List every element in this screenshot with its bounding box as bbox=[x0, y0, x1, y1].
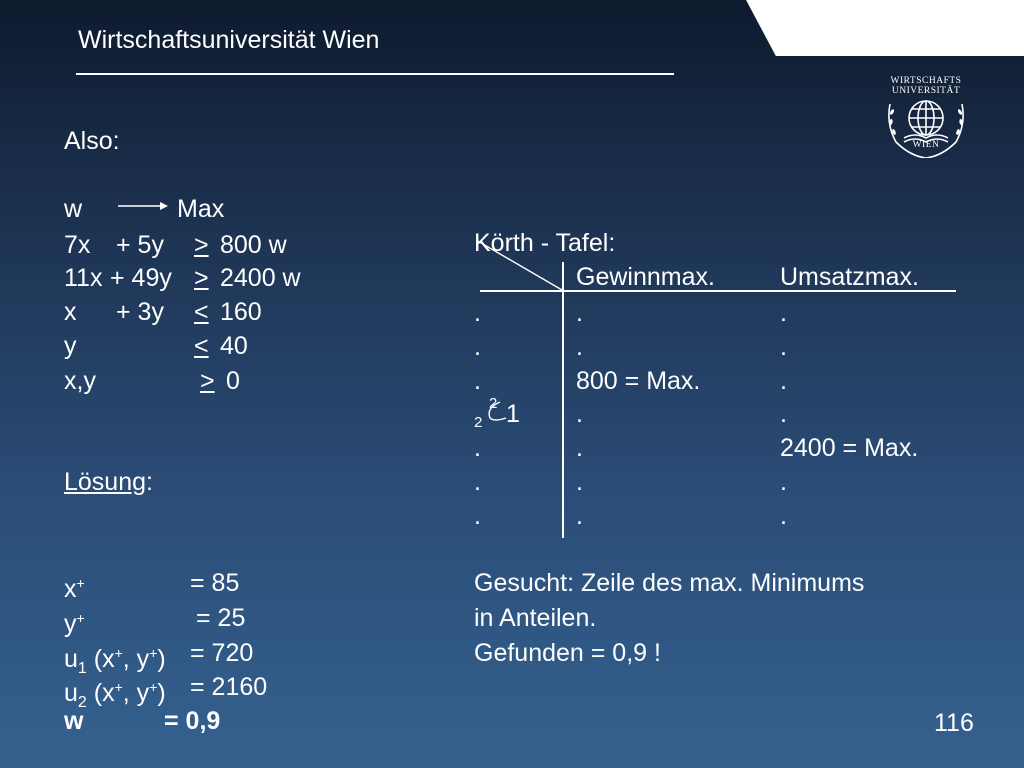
result-x: x+ bbox=[64, 575, 85, 603]
constraint-5-a: x,y bbox=[64, 367, 96, 395]
constraint-1-op: > bbox=[194, 231, 209, 259]
corner-decoration bbox=[745, 0, 1024, 56]
table-cell: . bbox=[474, 434, 481, 462]
table-cell: . bbox=[576, 400, 583, 428]
result-y: y+ bbox=[64, 610, 85, 638]
table-cell: . bbox=[780, 333, 787, 361]
constraint-2-op: > bbox=[194, 264, 209, 292]
table-cell: . bbox=[576, 299, 583, 327]
max-label: Max bbox=[177, 195, 225, 223]
logo-line2: UNIVERSITÄT bbox=[891, 86, 961, 96]
university-name: Wirtschaftsuniversität Wien bbox=[78, 26, 380, 54]
table-col-umsatzmax: Umsatzmax. bbox=[780, 263, 919, 291]
table-cell: . bbox=[576, 333, 583, 361]
arrow-right-icon bbox=[118, 199, 168, 213]
table-col-gewinnmax: Gewinnmax. bbox=[576, 263, 715, 291]
table-cell-umsatz-max: 2400 = Max. bbox=[780, 434, 919, 462]
table-cell: . bbox=[780, 502, 787, 530]
w-symbol: w bbox=[64, 195, 83, 223]
table-cell: . bbox=[474, 333, 481, 361]
result-w-value: = 0,9 bbox=[164, 707, 221, 735]
table-cell: . bbox=[780, 400, 787, 428]
koerth-title: Körth - Tafel: bbox=[474, 229, 616, 257]
table-cell: . bbox=[780, 468, 787, 496]
logo-line3: WIEN bbox=[912, 140, 940, 150]
constraint-2-rhs: 2400 w bbox=[220, 264, 301, 292]
table-cell: . bbox=[576, 434, 583, 462]
result-u2-value: = 2160 bbox=[190, 673, 268, 701]
constraint-5-rhs: 0 bbox=[226, 367, 240, 395]
logo-line1: WIRTSCHAFTS bbox=[890, 76, 962, 86]
table-cell: . bbox=[474, 299, 481, 327]
table-cell: . bbox=[780, 367, 787, 395]
constraint-4-op: < bbox=[194, 332, 209, 360]
table-cell-annotation-b: 2 bbox=[489, 395, 498, 412]
constraint-1-b: + 5y bbox=[116, 231, 164, 259]
table-cell: . bbox=[474, 367, 481, 395]
result-u2: $u_2$ (x+, y+) bbox=[64, 679, 166, 711]
table-cell-annotation-a: 2 bbox=[474, 414, 483, 431]
constraint-4-rhs: 40 bbox=[220, 332, 248, 360]
constraint-4-a: y bbox=[64, 332, 77, 360]
result-x-value: = 85 bbox=[190, 569, 240, 597]
result-w: w bbox=[64, 707, 84, 735]
anteilen-text: in Anteilen. bbox=[474, 604, 597, 632]
page-number: 116 bbox=[934, 709, 974, 737]
header-divider bbox=[76, 73, 674, 75]
table-cell-annotation-c: 1 bbox=[506, 400, 520, 428]
table-cell: . bbox=[576, 468, 583, 496]
loesung-heading: Lösung: bbox=[64, 468, 153, 496]
table-cell: . bbox=[474, 468, 481, 496]
also-label: Also: bbox=[64, 127, 120, 155]
constraint-3-rhs: 160 bbox=[220, 298, 262, 326]
constraint-5-op: > bbox=[200, 367, 215, 395]
constraint-1-rhs: 800 w bbox=[220, 231, 287, 259]
curved-bracket-icon bbox=[484, 400, 508, 424]
result-u1: $u_1$ (x+, y+) bbox=[64, 645, 166, 677]
table-cell: . bbox=[780, 299, 787, 327]
constraint-2-b: + 49y bbox=[110, 264, 172, 292]
result-u1-value: = 720 bbox=[190, 639, 254, 667]
table-cell-gewinn-max: 800 = Max. bbox=[576, 367, 701, 395]
constraint-1-a: 7x bbox=[64, 231, 91, 259]
table-diagonal-line bbox=[476, 240, 566, 292]
constraint-3-op: < bbox=[194, 298, 209, 326]
gefunden-text: Gefunden = 0,9 ! bbox=[474, 639, 661, 667]
table-cell: . bbox=[474, 502, 481, 530]
gesucht-text: Gesucht: Zeile des max. Minimums bbox=[474, 569, 865, 597]
constraint-2-a: 11x bbox=[64, 264, 103, 292]
table-cell: . bbox=[576, 502, 583, 530]
constraint-3-a: x bbox=[64, 298, 77, 326]
table-vertical-line bbox=[562, 262, 564, 538]
result-y-value: = 25 bbox=[196, 604, 246, 632]
constraint-3-b: + 3y bbox=[116, 298, 164, 326]
